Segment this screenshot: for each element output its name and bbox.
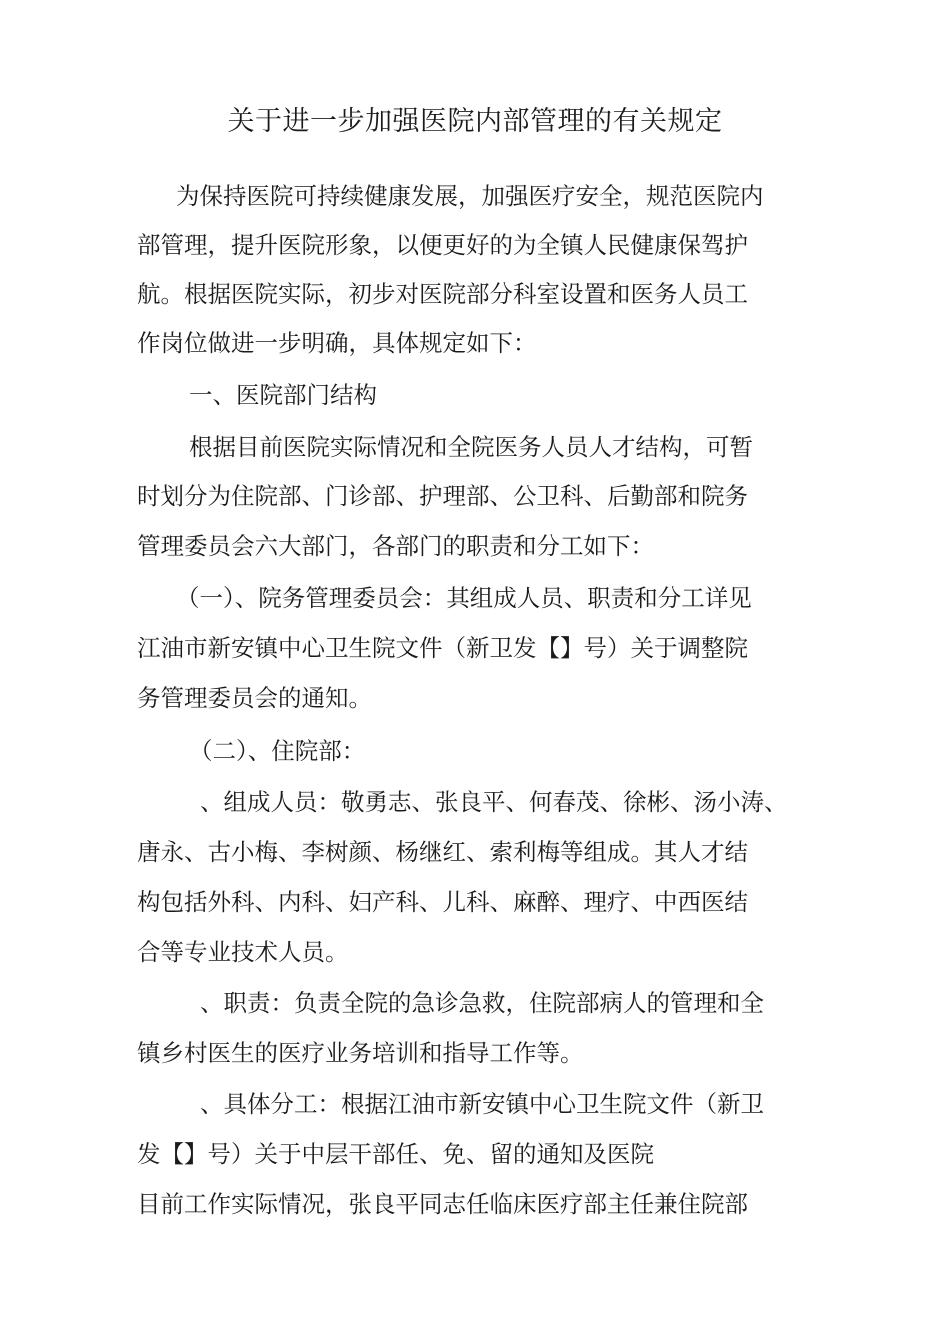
paragraph-line: 为保持医院可持续健康发展，加强医疗安全，规范医院内 — [176, 182, 764, 210]
paragraph-line: （一）、院务管理委员会：其组成人员、职责和分工详见 — [176, 584, 752, 612]
paragraph-line: 目前工作实际情况，张良平同志任临床医疗部主任兼住院部 — [137, 1190, 748, 1218]
paragraph-line: 务管理委员会的通知。 — [137, 684, 372, 712]
paragraph-line: 唐永、古小梅、李树颜、杨继红、索利梅等组成。其人才结 — [137, 838, 748, 866]
paragraph-line: 江油市新安镇中心卫生院文件（新卫发【】号）关于调整院 — [137, 634, 748, 662]
paragraph-line: 构包括外科、内科、妇产科、儿科、麻醉、理疗、中西医结 — [137, 888, 748, 916]
paragraph-line: 合等专业技术人员。 — [137, 938, 349, 966]
paragraph-line: 根据目前医院实际情况和全院医务人员人才结构，可暂 — [189, 433, 753, 461]
paragraph-line: 镇乡村医生的医疗业务培训和指导工作等。 — [137, 1039, 584, 1067]
paragraph-line: 、职责：负责全院的急诊急救，住院部病人的管理和全 — [200, 989, 764, 1017]
section-heading: 一、医院部门结构 — [189, 381, 377, 409]
subsection-heading: （二）、住院部： — [189, 737, 366, 765]
paragraph-line: 作岗位做进一步明确，具体规定如下： — [137, 329, 537, 357]
document-title: 关于进一步加强医院内部管理的有关规定 — [227, 106, 723, 137]
paragraph-line: 部管理，提升医院形象，以便更好的为全镇人民健康保驾护 — [137, 231, 748, 259]
paragraph-line: 时划分为住院部、门诊部、护理部、公卫科、后勤部和院务 — [137, 482, 748, 510]
paragraph-line: 管理委员会六大部门，各部门的职责和分工如下： — [137, 532, 654, 560]
paragraph-line: 、组成人员：敬勇志、张良平、何春茂、徐彬、汤小涛、 — [200, 788, 788, 816]
paragraph-line: 航。根据医院实际，初步对医院部分科室设置和医务人员工 — [137, 280, 748, 308]
paragraph-line: 、具体分工：根据江油市新安镇中心卫生院文件（新卫 — [200, 1090, 764, 1118]
paragraph-line: 发【】号）关于中层干部任、免、留的通知及医院 — [137, 1140, 654, 1168]
